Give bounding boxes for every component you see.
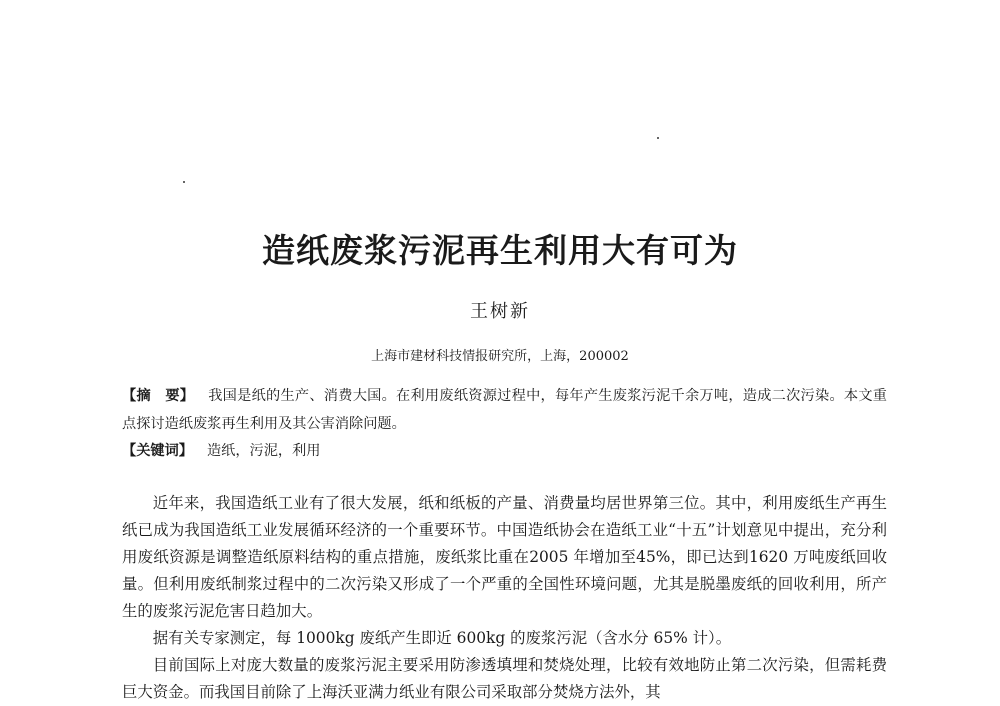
author-affiliation: 上海市建材科技情报研究所，上海，200002: [371, 349, 629, 364]
abstract-text: 我国是纸的生产、消费大国。在利用废纸资源过程中，每年产生废浆污泥千余万吨，造成二次污染。本文重点探讨造纸废浆再生利用及其公害消除问题。: [122, 388, 887, 432]
keywords-block: [122, 437, 887, 465]
paper-title: 造纸废浆污泥再生利用大有可为: [262, 231, 738, 270]
body-text: [122, 490, 887, 706]
author-name: 王树新: [470, 301, 530, 322]
body-paragraph: 据有关专家测定，每 1000kg 废纸产生即近 600kg 的废浆污泥（含水分 65% 计）。: [152, 629, 732, 647]
keywords-text: 造纸，污泥，利用: [206, 443, 321, 459]
scan-speck: [657, 137, 659, 139]
keywords-label: 【关键词】: [122, 443, 193, 459]
abstract-block: [122, 382, 887, 438]
scan-speck: [183, 181, 185, 183]
body-paragraph: 近年来，我国造纸工业有了很大发展，纸和纸板的产量、消费量均居世界第三位。其中，利用废纸生产再生纸已成为我国造纸工业发展循环经济的一个重要环节。中国造纸协会在造纸工业“十五”计划意见中提出，充分利用废纸资源是调整造纸原料结构的重点措施，废纸浆比重在2005 年增加至45%，即已达到1620 万吨废纸回收量。但利用废纸制浆过程中的二次污染又形成了一个严重的全国性环境问题，尤其是脱墨废纸的回收利用，所产生的废浆污泥危害日趋加大。: [122, 494, 887, 620]
body-paragraph: 目前国际上对庞大数量的废浆污泥主要采用防渗透填埋和焚烧处理，比较有效地防止第二次污染，但需耗费巨大资金。而我国目前除了上海沃亚满力纸业有限公司采取部分焚烧方法外，其: [122, 656, 887, 701]
abstract-label: 【摘 要】: [122, 388, 195, 404]
